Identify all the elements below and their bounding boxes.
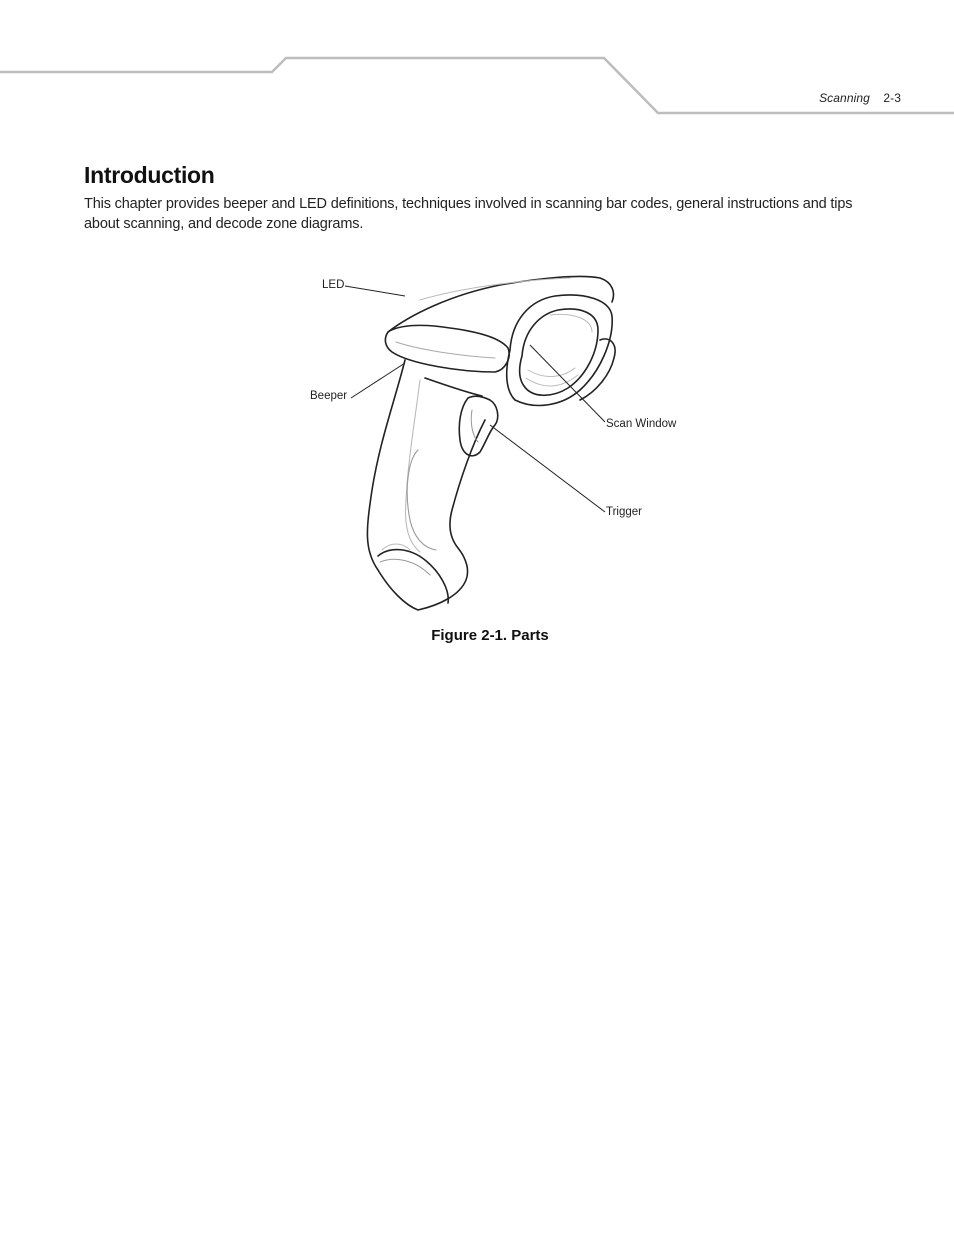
section-title: Introduction: [84, 162, 215, 188]
callout-led: LED: [322, 279, 345, 291]
scanner-illustration: [300, 260, 700, 620]
page-number: 2-3: [883, 91, 901, 105]
running-head: [819, 91, 901, 105]
figure-caption: Figure 2-1. Parts: [431, 627, 549, 644]
callout-beeper: Beeper: [310, 390, 348, 402]
header-rule: [0, 0, 954, 120]
intro-paragraph: This chapter provides beeper and LED definitions, techniques involved in scanning bar codes, general instructions and tips about scanning, and decode zone diagrams.: [84, 196, 853, 232]
callout-scan-window: Scan Window: [606, 418, 677, 430]
running-head-section: Scanning: [819, 91, 870, 105]
callout-trigger: Trigger: [606, 506, 642, 518]
